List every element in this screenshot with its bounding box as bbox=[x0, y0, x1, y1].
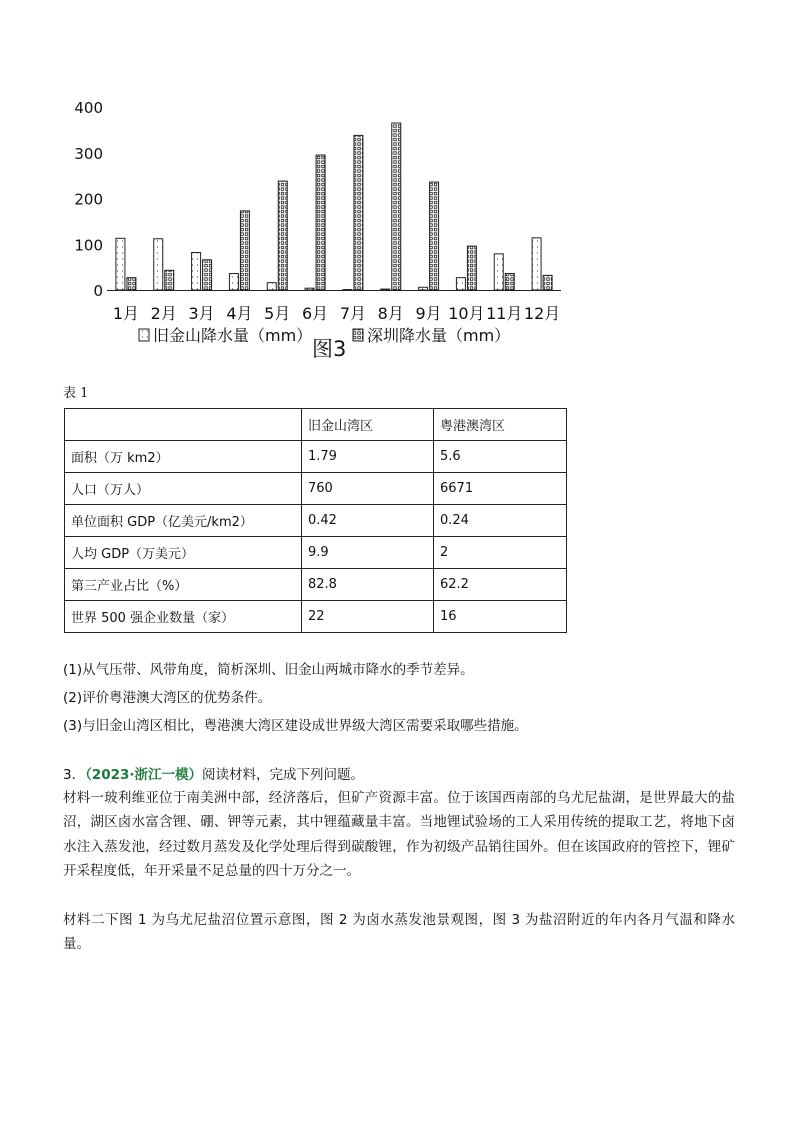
x-tick-label: 9月 bbox=[415, 304, 442, 323]
table-cell: 人均 GDP（万美元） bbox=[65, 537, 302, 569]
table-cell: 6671 bbox=[434, 473, 567, 505]
question-source: （2023·浙江一模） bbox=[85, 767, 203, 783]
x-tick-label: 3月 bbox=[188, 304, 215, 323]
table-cell: 5.6 bbox=[434, 441, 567, 473]
y-tick-label: 100 bbox=[74, 236, 103, 255]
bar-sz bbox=[505, 274, 514, 290]
bar-sf bbox=[343, 290, 352, 291]
x-tick-label: 11月 bbox=[486, 304, 523, 323]
y-tick-label: 400 bbox=[74, 99, 103, 117]
table-cell: 0.42 bbox=[302, 505, 434, 537]
question-2: (2)评价粤港澳大湾区的优势条件。 bbox=[63, 690, 272, 706]
table-cell: 第三产业占比（%） bbox=[65, 569, 302, 601]
table-cell: 面积（万 km2） bbox=[65, 441, 302, 473]
table-cell: 62.2 bbox=[434, 569, 567, 601]
bar-sz bbox=[165, 270, 174, 290]
y-tick-label: 200 bbox=[74, 190, 103, 209]
y-tick-label: 0 bbox=[93, 282, 103, 300]
x-tick-label: 10月 bbox=[448, 304, 485, 323]
x-tick-label: 6月 bbox=[301, 304, 329, 323]
bar-sf bbox=[192, 252, 201, 290]
legend-swatch-sz bbox=[353, 329, 363, 341]
table-cell: 9.9 bbox=[302, 537, 434, 569]
question-3: (3)与旧金山湾区相比，粤港澳大湾区建设成世界级大湾区需要采取哪些措施。 bbox=[63, 718, 528, 734]
legend-swatch-sf bbox=[139, 329, 149, 341]
comparison-table bbox=[64, 408, 567, 633]
table-caption: 表 1 bbox=[63, 386, 89, 401]
x-tick-label: 12月 bbox=[523, 304, 561, 323]
bar-sf bbox=[116, 238, 125, 290]
bar-sz bbox=[203, 260, 212, 290]
table-cell: 16 bbox=[434, 601, 567, 633]
bar-sz bbox=[543, 275, 552, 290]
table-header-cell: 旧金山湾区 bbox=[302, 409, 434, 441]
table-cell: 人口（万人） bbox=[65, 473, 302, 505]
bar-sz bbox=[467, 246, 476, 290]
bar-sz bbox=[127, 278, 136, 290]
bar-sf bbox=[154, 239, 163, 290]
table-cell: 单位面积 GDP（亿美元/km2） bbox=[65, 505, 302, 537]
bar-sf bbox=[381, 289, 390, 290]
table-row bbox=[65, 601, 567, 633]
bar-sf bbox=[419, 287, 428, 290]
table-row bbox=[65, 441, 567, 473]
material-2-paragraph: 材料二下图 1 为乌尤尼盐沼位置示意图，图 2 为卤水蒸发池景观图，图 3 为盐沼附近的年内各月气温和降水量。 bbox=[63, 912, 735, 953]
table-cell: 82.8 bbox=[302, 569, 434, 601]
legend-label-sf: 旧金山降水量（mm） bbox=[153, 326, 313, 345]
material-1-paragraph: 材料一玻利维亚位于南美洲中部，经济落后，但矿产资源丰富。位于该国西南部的乌尤尼盐湖，是世界最大的盐沼，湖区卤水富含锂、硼、钾等元素，其中锂蕴藏量丰富。当地锂试验场的工人采用传统的提取工艺，将地下卤水注入蒸发池，经过数月蒸发及化学处理后得到碳酸锂，作为初级产品销往国外。但在该国政府的管控下，锂矿开采程度低，年开采量不足总量的四十万分之一。 bbox=[63, 790, 735, 880]
table-cell: 22 bbox=[302, 601, 434, 633]
x-tick-label: 7月 bbox=[339, 304, 367, 323]
table-row bbox=[65, 473, 567, 505]
bar-sz bbox=[354, 135, 363, 290]
x-tick-label: 5月 bbox=[264, 304, 291, 323]
bar-sf bbox=[305, 288, 314, 290]
bar-sf bbox=[494, 254, 503, 290]
table-cell: 2 bbox=[434, 537, 567, 569]
table-row bbox=[65, 537, 567, 569]
question-3-heading bbox=[63, 763, 364, 783]
legend-label-sz: 深圳降水量（mm） bbox=[367, 326, 511, 345]
table-cell: 0.24 bbox=[434, 505, 567, 537]
table-cell: 1.79 bbox=[302, 441, 434, 473]
table-cell: 世界 500 强企业数量（家） bbox=[65, 601, 302, 633]
bar-sf bbox=[532, 238, 541, 290]
table-cell: 760 bbox=[302, 473, 434, 505]
bar-sz bbox=[430, 182, 439, 290]
chart-title: 图3 bbox=[312, 337, 347, 361]
table-row bbox=[65, 569, 567, 601]
x-tick-label: 8月 bbox=[377, 304, 404, 323]
question-prompt: 阅读材料，完成下列问题。 bbox=[202, 767, 365, 783]
table-header-cell: 粤港澳湾区 bbox=[434, 409, 567, 441]
bar-sz bbox=[240, 211, 249, 290]
question-1: (1)从气压带、风带角度，简析深圳、旧金山两城市降水的季节差异。 bbox=[63, 662, 474, 678]
table-header-cell bbox=[65, 409, 302, 441]
precipitation-chart bbox=[60, 88, 580, 363]
bar-sz bbox=[392, 123, 401, 290]
table-header-row bbox=[65, 409, 567, 441]
bar-sf bbox=[267, 283, 276, 290]
bar-sz bbox=[278, 181, 287, 290]
table-row bbox=[65, 505, 567, 537]
question-number: 3． bbox=[63, 767, 86, 783]
y-tick-label: 300 bbox=[74, 144, 103, 163]
x-tick-label: 1月 bbox=[112, 304, 140, 323]
bar-sz bbox=[316, 155, 325, 290]
bar-sf bbox=[456, 278, 465, 290]
bar-sf bbox=[229, 274, 238, 290]
x-tick-label: 4月 bbox=[226, 304, 253, 323]
x-tick-label: 2月 bbox=[150, 304, 177, 323]
